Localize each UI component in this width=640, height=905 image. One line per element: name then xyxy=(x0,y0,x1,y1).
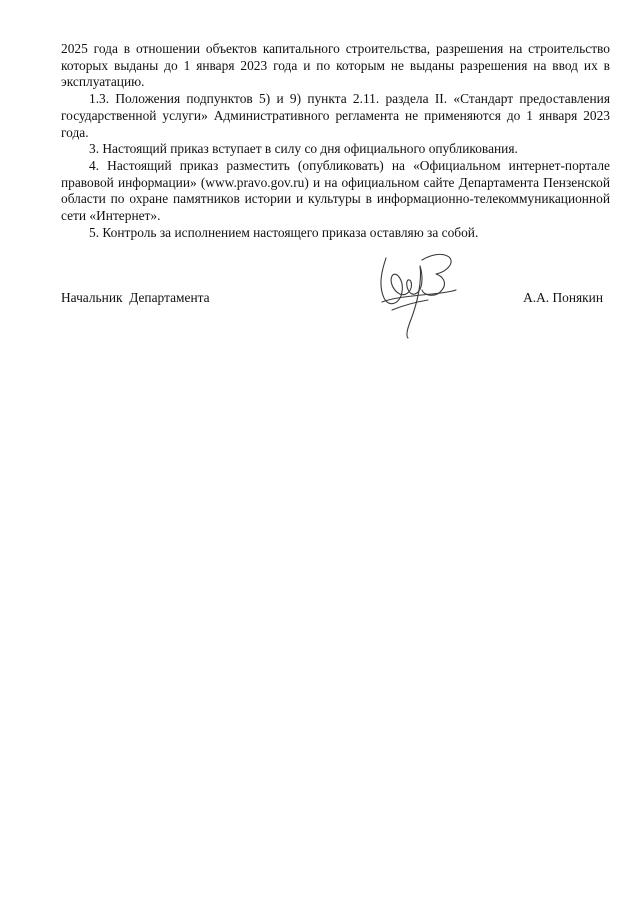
paragraph-5: 5. Контроль за исполнением настоящего приказа оставляю за собой. xyxy=(89,224,479,240)
handwritten-signature xyxy=(362,240,472,340)
paragraph-4: 4. Настоящий приказ разместить (опубликовать) на «Официальном интернет-портале правовой информации» (www.pravo.gov.ru) и на официальном сайте Департамента Пензенской области по охране памятников истории и культуры в информационно-телекоммуникационной сети «Интернет». xyxy=(61,157,610,224)
paragraph-continuation: 2025 года в отношении объектов капитального строительства, разрешения на строительство которых выданы до 1 января 2023 года и по которым не выданы разрешения на ввод их в эксплуатацию. xyxy=(61,41,610,90)
signature-row xyxy=(61,290,603,306)
paragraph-1-3: 1.3. Положения подпунктов 5) и 9) пункта 2.11. раздела II. «Стандарт предоставления государственной услуги» Административного регламента не применяются до 1 января 2023 года. xyxy=(61,91,610,140)
document-body xyxy=(61,41,610,241)
paragraph-3: 3. Настоящий приказ вступает в силу со дня официального опубликования. xyxy=(89,141,518,157)
signatory-name: А.А. Понякин xyxy=(523,290,603,305)
position-title: Начальник Департамента xyxy=(61,290,210,305)
